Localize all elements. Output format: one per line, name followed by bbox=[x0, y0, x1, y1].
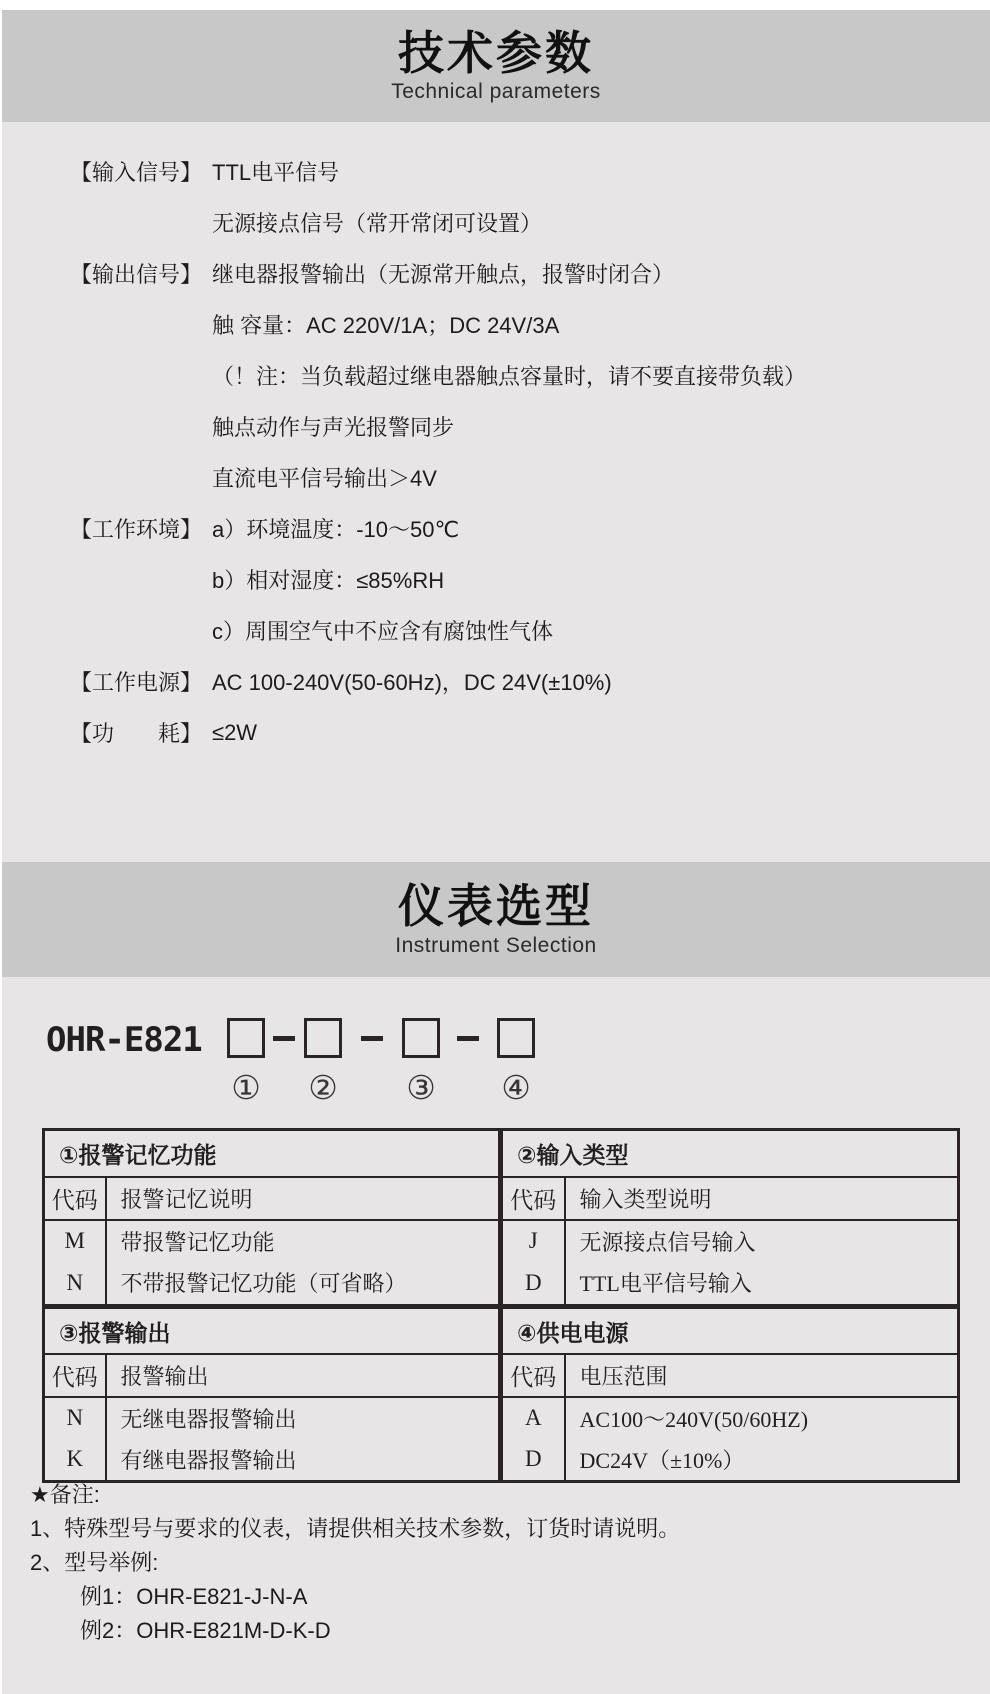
table-section-header-2: ②输入类型 bbox=[501, 1130, 959, 1178]
code-col-header: 代码 bbox=[501, 1354, 565, 1397]
code-cell: N bbox=[44, 1397, 106, 1438]
desc-cell: 带报警记忆功能 bbox=[106, 1220, 501, 1261]
code-cell: D bbox=[501, 1261, 565, 1307]
spec-text: b）相对湿度：≤85%RH bbox=[212, 568, 445, 593]
spec-text: TTL电平信号 bbox=[212, 160, 340, 185]
spec-line-work-env-c bbox=[70, 605, 950, 656]
spec-line-input-signal-2 bbox=[70, 197, 950, 248]
tech-params-title-zh: 技术参数 bbox=[398, 26, 594, 79]
table-row bbox=[44, 1177, 959, 1220]
spec-line-contact-sync bbox=[70, 401, 950, 452]
desc-cell: 无源接点信号输入 bbox=[565, 1220, 959, 1261]
table-section-header-3: ③报警输出 bbox=[44, 1307, 501, 1355]
selection-table bbox=[42, 1128, 960, 1483]
model-slot-box-1 bbox=[227, 1018, 265, 1058]
spec-label: 【输入信号】 bbox=[70, 160, 203, 185]
model-slot-box-3 bbox=[402, 1018, 440, 1058]
code-col-header: 代码 bbox=[44, 1354, 106, 1397]
remark-note-2: 2、型号举例: bbox=[30, 1550, 159, 1575]
code-cell: J bbox=[501, 1220, 565, 1261]
table-row bbox=[44, 1220, 959, 1261]
dash-icon bbox=[273, 1036, 295, 1041]
position-mark-1: ① bbox=[231, 1068, 261, 1107]
position-mark-2: ② bbox=[308, 1068, 338, 1107]
table-row bbox=[44, 1438, 959, 1482]
spec-text: 触 容量：AC 220V/1A；DC 24V/3A bbox=[212, 313, 560, 338]
table-row bbox=[44, 1397, 959, 1438]
spec-line-input-signal bbox=[70, 146, 950, 197]
table-row bbox=[44, 1130, 959, 1178]
desc-cell: 不带报警记忆功能（可省略） bbox=[106, 1261, 501, 1307]
tech-params-title-en: Technical parameters bbox=[391, 80, 601, 104]
spec-line-power-supply bbox=[70, 656, 950, 707]
code-cell: N bbox=[44, 1261, 106, 1307]
desc-col-header: 电压范围 bbox=[565, 1354, 959, 1397]
spec-text: ≤2W bbox=[212, 719, 258, 745]
spec-line-power-consumption bbox=[70, 707, 950, 758]
model-slot-box-4 bbox=[497, 1018, 535, 1058]
model-prefix: OHR-E821 bbox=[46, 1020, 202, 1060]
desc-col-header: 报警记忆说明 bbox=[106, 1177, 501, 1220]
spec-text: c）周围空气中不应含有腐蚀性气体 bbox=[212, 619, 554, 644]
remark-note-1: 1、特殊型号与要求的仪表，请提供相关技术参数，订货时请说明。 bbox=[30, 1516, 681, 1541]
dash-icon bbox=[361, 1036, 383, 1041]
spec-text: 触点动作与声光报警同步 bbox=[212, 415, 455, 440]
desc-col-header: 报警输出 bbox=[106, 1354, 501, 1397]
desc-cell: AC100～240V(50/60HZ) bbox=[565, 1397, 959, 1438]
table-section-header-4: ④供电电源 bbox=[501, 1307, 959, 1355]
tech-params-list bbox=[70, 146, 950, 758]
spec-line-output-signal bbox=[70, 248, 950, 299]
spec-line-load-warning bbox=[70, 350, 950, 401]
code-cell: A bbox=[501, 1397, 565, 1438]
model-example-1: 例1：OHR-E821-J-N-A bbox=[80, 1584, 308, 1609]
model-slot-box-2 bbox=[304, 1018, 342, 1058]
code-col-header: 代码 bbox=[44, 1177, 106, 1220]
desc-cell: 有继电器报警输出 bbox=[106, 1438, 501, 1482]
spec-label: 【工作电源】 bbox=[70, 670, 203, 695]
code-cell: K bbox=[44, 1438, 106, 1482]
spec-text: 直流电平信号输出＞4V bbox=[212, 466, 437, 491]
spec-text: 继电器报警输出（无源常开触点，报警时闭合） bbox=[212, 262, 675, 287]
remarks bbox=[30, 1478, 960, 1648]
desc-cell: 无继电器报警输出 bbox=[106, 1397, 501, 1438]
model-example-2: 例2：OHR-E821M-D-K-D bbox=[80, 1618, 331, 1643]
instrument-selection-title-zh: 仪表选型 bbox=[398, 880, 594, 933]
desc-col-header: 输入类型说明 bbox=[565, 1177, 959, 1220]
spec-text: AC 100-240V(50-60Hz)，DC 24V(±10%) bbox=[212, 670, 612, 695]
remarks-title: ★备注: bbox=[30, 1482, 100, 1507]
table-row bbox=[44, 1261, 959, 1307]
desc-cell: DC24V（±10%） bbox=[565, 1438, 959, 1482]
spec-text: 无源接点信号（常开常闭可设置） bbox=[212, 211, 543, 236]
code-cell: M bbox=[44, 1220, 106, 1261]
spec-text: a）环境温度：-10～50℃ bbox=[212, 517, 460, 542]
code-cell: D bbox=[501, 1438, 565, 1482]
spec-label: 【工作环境】 bbox=[70, 517, 203, 542]
spec-label: 【功 耗】 bbox=[70, 721, 203, 746]
table-row bbox=[44, 1354, 959, 1397]
spec-text: （！注：当负载超过继电器触点容量时，请不要直接带负载） bbox=[212, 364, 807, 389]
position-mark-3: ③ bbox=[406, 1068, 436, 1107]
spec-line-work-env-b bbox=[70, 554, 950, 605]
tech-params-banner bbox=[2, 10, 990, 122]
table-section-header-1: ①报警记忆功能 bbox=[44, 1130, 501, 1178]
dash-icon bbox=[457, 1036, 479, 1041]
desc-cell: TTL电平信号输入 bbox=[565, 1261, 959, 1307]
spec-line-work-env-a bbox=[70, 503, 950, 554]
spec-line-contact-capacity bbox=[70, 299, 950, 350]
code-col-header: 代码 bbox=[501, 1177, 565, 1220]
table-row bbox=[44, 1307, 959, 1355]
spec-line-dc-level-output bbox=[70, 452, 950, 503]
position-mark-4: ④ bbox=[501, 1068, 531, 1107]
instrument-selection-banner bbox=[2, 862, 990, 977]
spec-label: 【输出信号】 bbox=[70, 262, 203, 287]
instrument-selection-title-en: Instrument Selection bbox=[395, 933, 597, 957]
